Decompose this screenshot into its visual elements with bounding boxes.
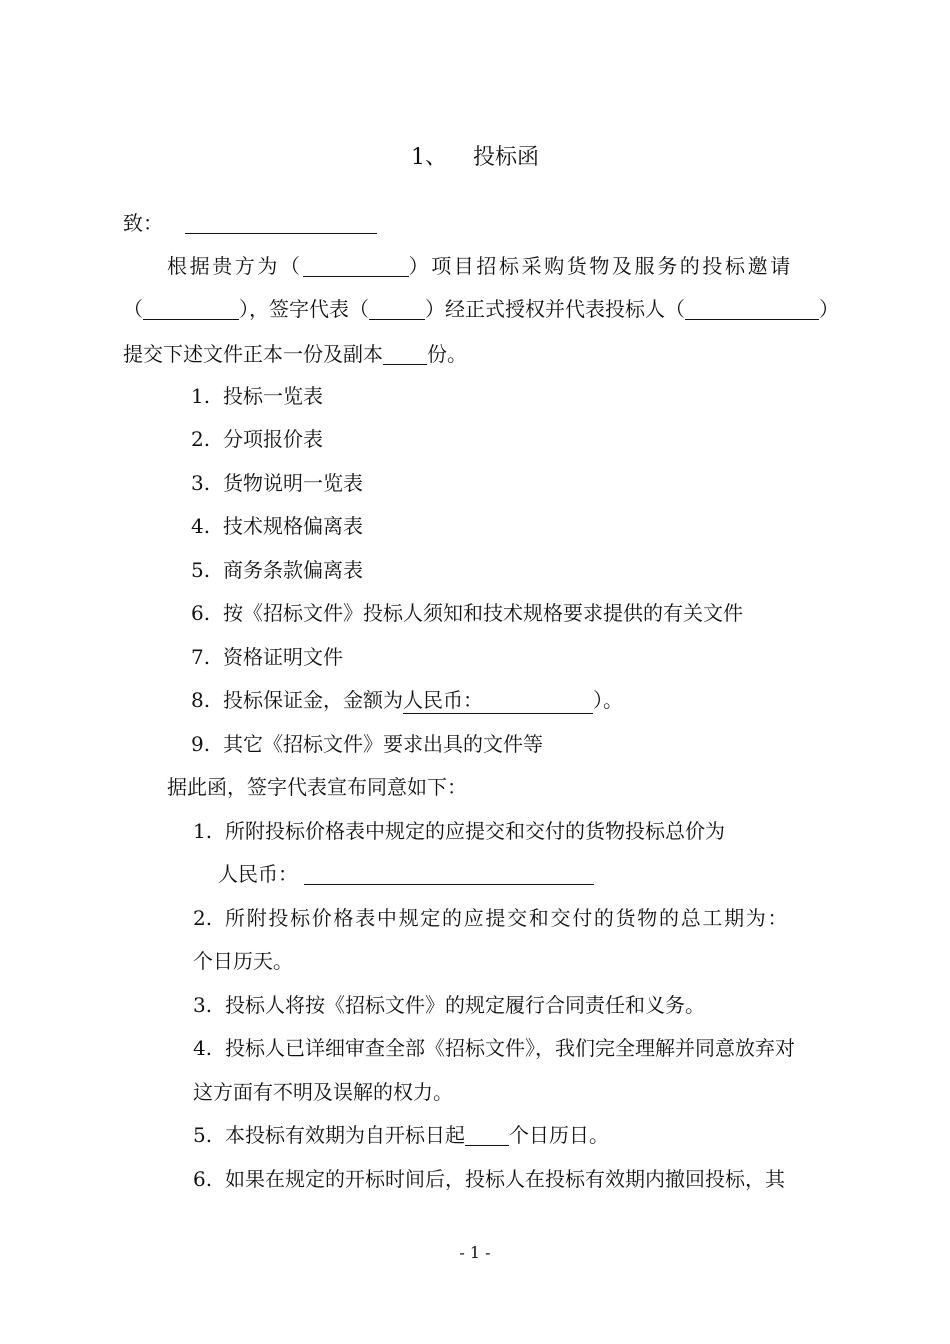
page-number: - 1 - bbox=[459, 1243, 491, 1262]
validity-days-blank bbox=[465, 1125, 509, 1146]
title-number: 1、 bbox=[410, 145, 447, 170]
intro-text: 根据贵方为（ bbox=[167, 254, 303, 278]
term-text: 投标人将按《招标文件》的规定履行合同责任和义务。 bbox=[225, 993, 705, 1017]
item-number: 2. bbox=[191, 427, 211, 451]
term-number: 3. bbox=[193, 993, 213, 1017]
intro-text: ），签字代表（ bbox=[239, 297, 369, 321]
project-blank bbox=[303, 256, 409, 277]
total-price-blank bbox=[304, 864, 594, 885]
deposit-amount-field bbox=[403, 688, 593, 714]
invitation-blank bbox=[143, 299, 239, 320]
term-number: 2. bbox=[193, 906, 213, 930]
intro-text: （ bbox=[123, 297, 143, 321]
item-number: 3. bbox=[191, 471, 211, 495]
intro-text: 份。 bbox=[427, 342, 467, 366]
document-item bbox=[191, 426, 323, 452]
term-number: 5. bbox=[193, 1123, 213, 1147]
intro-text: 提交下述文件正本一份及副本 bbox=[123, 342, 383, 366]
term-item bbox=[193, 992, 705, 1018]
term-continuation: 这方面有不明及误解的权力。 bbox=[193, 1080, 453, 1104]
term-continuation bbox=[218, 861, 594, 887]
term-item bbox=[193, 1166, 785, 1192]
term-text: 所附投标价格表中规定的应提交和交付的货物的总工期为： bbox=[225, 906, 790, 930]
term-number: 4. bbox=[193, 1036, 213, 1060]
item-number: 4. bbox=[191, 514, 211, 538]
document-item bbox=[191, 513, 363, 539]
intro-text: ）项目招标采购货物及服务的投标邀请 bbox=[408, 254, 793, 278]
intro-line-2 bbox=[123, 296, 839, 322]
item-number: 8. bbox=[191, 688, 211, 712]
document-item bbox=[191, 731, 543, 757]
item-number: 1. bbox=[191, 384, 211, 408]
page-title bbox=[0, 144, 950, 172]
item-text: 资格证明文件 bbox=[223, 645, 343, 669]
item-text: 货物说明一览表 bbox=[223, 471, 363, 495]
intro-line-1 bbox=[167, 253, 793, 279]
term-text: 个日历日。 bbox=[509, 1123, 609, 1147]
item-text: 投标一览表 bbox=[223, 384, 323, 408]
document-item bbox=[191, 687, 623, 713]
item-number: 6. bbox=[191, 601, 211, 625]
term-number: 1. bbox=[193, 819, 213, 843]
item-number: 7. bbox=[191, 645, 211, 669]
bidder-blank bbox=[685, 299, 819, 320]
intro-line-3 bbox=[123, 341, 467, 367]
recipient-blank bbox=[185, 213, 377, 234]
item-text: 技术规格偏离表 bbox=[223, 514, 363, 538]
document-item bbox=[191, 600, 743, 626]
document-item bbox=[191, 383, 323, 409]
term-item bbox=[193, 905, 789, 931]
copies-blank bbox=[383, 344, 427, 365]
term-number: 6. bbox=[193, 1167, 213, 1191]
intro-text: ） bbox=[819, 297, 839, 321]
agreement-intro: 据此函，签字代表宣布同意如下： bbox=[167, 775, 467, 799]
term-text: 如果在规定的开标时间后，投标人在投标有效期内撤回投标，其 bbox=[225, 1167, 785, 1191]
recipient-line bbox=[123, 210, 377, 236]
item-text: 按《招标文件》投标人须知和技术规格要求提供的有关文件 bbox=[223, 601, 743, 625]
deposit-currency-label: 人民币： bbox=[403, 688, 483, 712]
item-text: 其它《招标文件》要求出具的文件等 bbox=[223, 732, 543, 756]
term-continuation: 个日历天。 bbox=[193, 949, 293, 973]
item-text: 商务条款偏离表 bbox=[223, 558, 363, 582]
term-item bbox=[193, 1035, 795, 1061]
document-item bbox=[191, 470, 363, 496]
title-text: 投标函 bbox=[472, 145, 539, 170]
term-item bbox=[193, 1122, 609, 1148]
term-text: 所附投标价格表中规定的应提交和交付的货物投标总价为 bbox=[225, 819, 725, 843]
document-item bbox=[191, 644, 343, 670]
term-text: 本投标有效期为自开标日起 bbox=[225, 1123, 465, 1147]
term-text: 投标人已详细审查全部《招标文件》，我们完全理解并同意放弃对 bbox=[225, 1036, 795, 1060]
item-number: 5. bbox=[191, 558, 211, 582]
item-text: 投标保证金，金额为 bbox=[223, 688, 403, 712]
item-number: 9. bbox=[191, 732, 211, 756]
intro-text: ）经正式授权并代表投标人（ bbox=[425, 297, 685, 321]
representative-blank bbox=[369, 299, 425, 320]
item-text: 分项报价表 bbox=[223, 427, 323, 451]
item-text: ）。 bbox=[593, 688, 623, 712]
term-item bbox=[193, 818, 725, 844]
recipient-label: 致： bbox=[123, 211, 163, 235]
total-price-label: 人民币： bbox=[218, 862, 298, 886]
document-item bbox=[191, 557, 363, 583]
